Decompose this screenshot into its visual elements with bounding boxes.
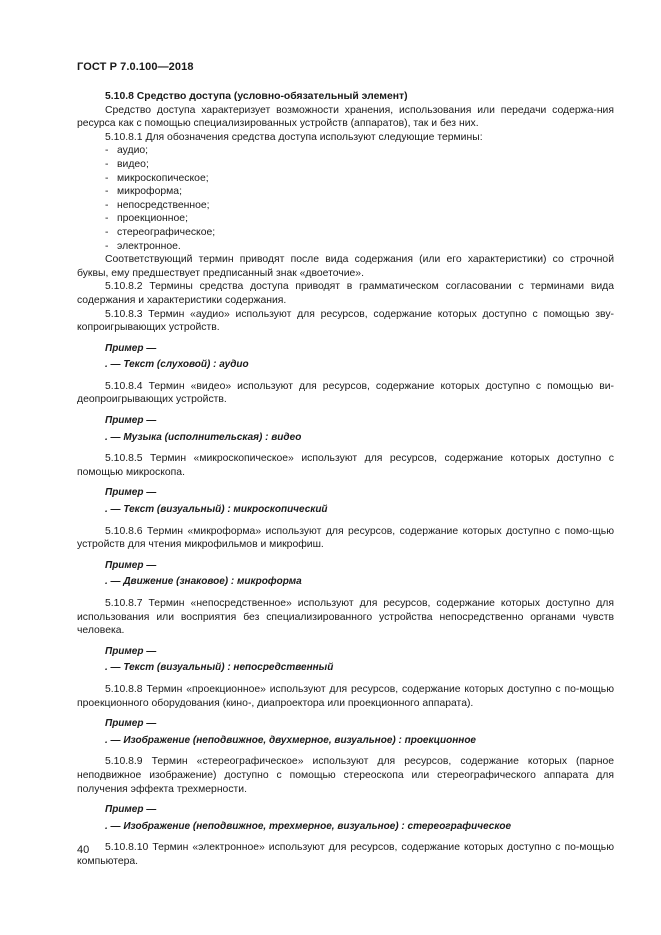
example-label: Пример — — [105, 804, 157, 816]
paragraph-5-10-8-7: 5.10.8.7 Термин «непосредственное» используют для ресурсов, содержание которых доступно для использования или восприятия без специализированного устройства непосредственно органами чувств человека. — [77, 598, 614, 637]
example-label: Пример — — [105, 559, 157, 571]
example-label: Пример — — [105, 342, 157, 354]
paragraph-5-10-8-6: 5.10.8.6 Термин «микроформа» используют для ресурсов, содержание которых доступно с помо-щью устройств для чтения микрофильмов и микрофиш. — [77, 525, 614, 551]
list-item: - микроскопическое; — [105, 172, 209, 184]
example-text: . — Изображение (неподвижное, трехмерное, визуальное) : стереографическое — [105, 820, 512, 832]
paragraph-5-10-8-10: 5.10.8.10 Термин «электронное» используют для ресурсов, содержание которых доступно с по-мощью компьютера. — [77, 842, 614, 867]
list-item: - аудио; — [105, 145, 149, 157]
list-item: - микроформа; — [105, 186, 182, 198]
example-label: Пример — — [105, 645, 157, 657]
paragraph-5-10-8-3: 5.10.8.3 Термин «аудио» используют для ресурсов, содержание которых доступно с помощью зву-копроигрывающих устройств. — [77, 308, 614, 334]
list-item: - видео; — [105, 158, 149, 170]
example-text: . — Движение (знаковое) : микроформа — [105, 576, 302, 588]
paragraph-5-10-8-2: 5.10.8.2 Термины средства доступа приводят в грамматическом согласовании с терминами вида содержания и характеристики содержания. — [77, 281, 614, 306]
paragraph-5-10-8-4: 5.10.8.4 Термин «видео» используют для ресурсов, содержание которых доступно с помощью ви-деопроигрывающих устройств. — [77, 380, 614, 406]
paragraph-5-10-8-5: 5.10.8.5 Термин «микроскопическое» используют для ресурсов, содержание которых доступно с помощью микроскопа. — [77, 453, 614, 478]
terms-list — [77, 144, 614, 253]
list-item: - непосредственное; — [105, 199, 210, 211]
paragraph-5-10-8-8: 5.10.8.8 Термин «проекционное» используют для ресурсов, содержание которых доступно с по-мощью проекционного оборудования (кино-, диапроектора или проекционного аппарата). — [77, 683, 614, 709]
document-header: ГОСТ Р 7.0.100—2018 — [77, 61, 194, 73]
document-body — [77, 90, 614, 869]
list-item: - проекционное; — [105, 213, 188, 225]
example-text: . — Текст (слуховой) : аудио — [105, 359, 249, 371]
paragraph-intro: Средство доступа характеризует возможности хранения, использования или передачи содержа-ния ресурса как с помощью специализированных устройств (аппаратов), так и без них. — [77, 104, 614, 130]
example-text: . — Текст (визуальный) : непосредственный — [105, 662, 334, 674]
list-item: - электронное. — [105, 240, 181, 252]
example-label: Пример — — [105, 415, 157, 427]
example-label: Пример — — [105, 487, 157, 499]
paragraph-5-10-8-1: 5.10.8.1 Для обозначения средства доступа используют следующие термины: — [105, 131, 483, 143]
section-heading: 5.10.8 Средство доступа (условно-обязательный элемент) — [105, 91, 408, 102]
example-text: . — Изображение (неподвижное, двухмерное, визуальное) : проекционное — [105, 734, 476, 746]
paragraph-5-10-8-9: 5.10.8.9 Термин «стереографическое» используют для ресурсов, содержание которых (парное неподвижное изображение) доступно с помощью стереоскопа или стереографического аппарата для получения эффекта трехмерности. — [77, 756, 614, 795]
paragraph-after-list: Соответствующий термин приводят после вида содержания (или его характеристики) со строчной буквы, ему предшествует предписанный знак «двоеточие». — [77, 254, 614, 279]
example-label: Пример — — [105, 718, 157, 730]
list-item: - стереографическое; — [105, 226, 216, 238]
page-number: 40 — [77, 844, 90, 856]
example-text: . — Текст (визуальный) : микроскопический — [105, 504, 328, 516]
example-text: . — Музыка (исполнительская) : видео — [105, 431, 302, 443]
